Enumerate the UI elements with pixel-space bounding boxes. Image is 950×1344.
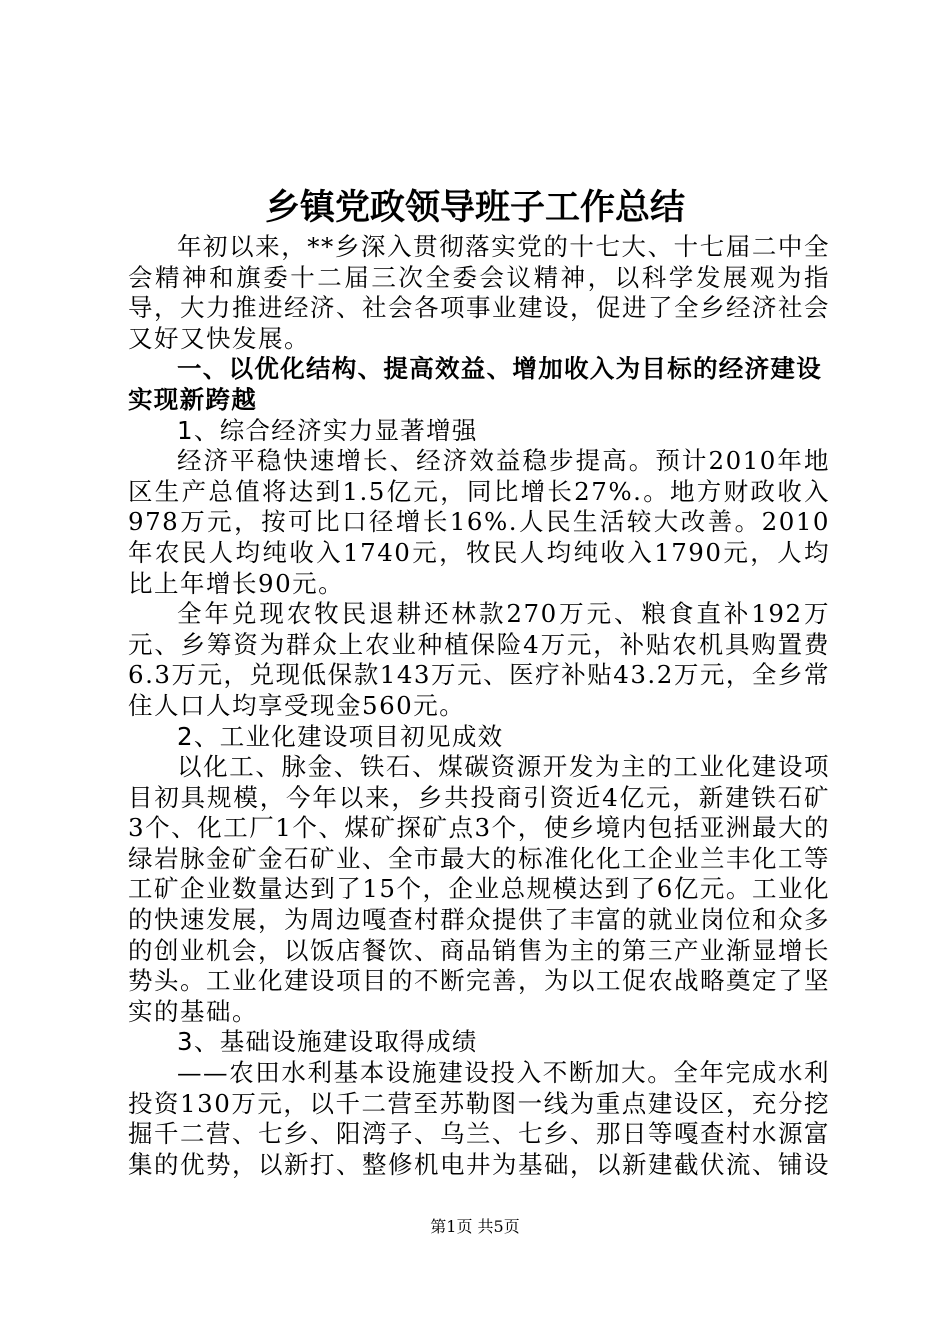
- subsection-3-paragraph-1: ——农田水利基本设施建设投入不断加大。全年完成水利投资130万元，以千二营至苏勒图一线为重点建设区，充分挖掘千二营、七乡、阳湾子、乌兰、七乡、那日等嘎查村水源富集的优势，以新打、整修机电井为基础，以新建截伏流、铺设: [128, 1058, 830, 1179]
- subsection-3-heading: 3、基础设施建设取得成绩: [177, 1027, 478, 1057]
- document-body: [128, 232, 830, 1180]
- subsection-1-heading: 1、综合经济实力显著增强: [177, 415, 478, 445]
- subsection-2-paragraph-1: 以化工、脉金、铁石、煤碳资源开发为主的工业化建设项目初具规模，今年以来，乡共投商引资近4亿元，新建铁石矿3个、化工厂1个、煤矿探矿点3个，使乡境内包括亚洲最大的绿岩脉金矿金石矿业、全市最大的标准化化工企业兰丰化工等工矿企业数量达到了15个，企业总规模达到了6亿元。工业化的快速发展，为周边嘎查村群众提供了丰富的就业岗位和众多的创业机会，以饭店餐饮、商品销售为主的第三产业渐显增长势头。工业化建设项目的不断完善，为以工促农战略奠定了坚实的基础。: [128, 752, 830, 1026]
- document-title: 乡镇党政领导班子工作总结: [264, 188, 685, 228]
- intro-paragraph: 年初以来，**乡深入贯彻落实党的十七大、十七届二中全会精神和旗委十二届三次全委会议精神，以科学发展观为指导，大力推进经济、社会各项事业建设，促进了全乡经济社会又好又快发展。: [128, 232, 830, 353]
- subsection-1-paragraph-2: 全年兑现农牧民退耕还林款270万元、粮食直补192万元、乡筹资为群众上农业种植保险4万元，补贴农机具购置费6.3万元，兑现低保款143万元、医疗补贴43.2万元，全乡常住人口人均享受现金560元。: [128, 599, 830, 720]
- subsection-2-heading: 2、工业化建设项目初见成效: [177, 721, 504, 751]
- section-1-heading: 一、以优化结构、提高效益、增加收入为目标的经济建设实现新跨越: [128, 354, 822, 414]
- subsection-1-paragraph-1: 经济平稳快速增长、经济效益稳步提高。预计2010年地区生产总值将达到1.5亿元，同比增长27%.。地方财政收入978万元，按可比口径增长16%.人民生活较大改善。2010年农民人均纯收入1740元，牧民人均纯收入1790元，人均比上年增长90元。: [128, 446, 830, 598]
- page-number-footer: 第1页 共5页: [430, 1217, 520, 1236]
